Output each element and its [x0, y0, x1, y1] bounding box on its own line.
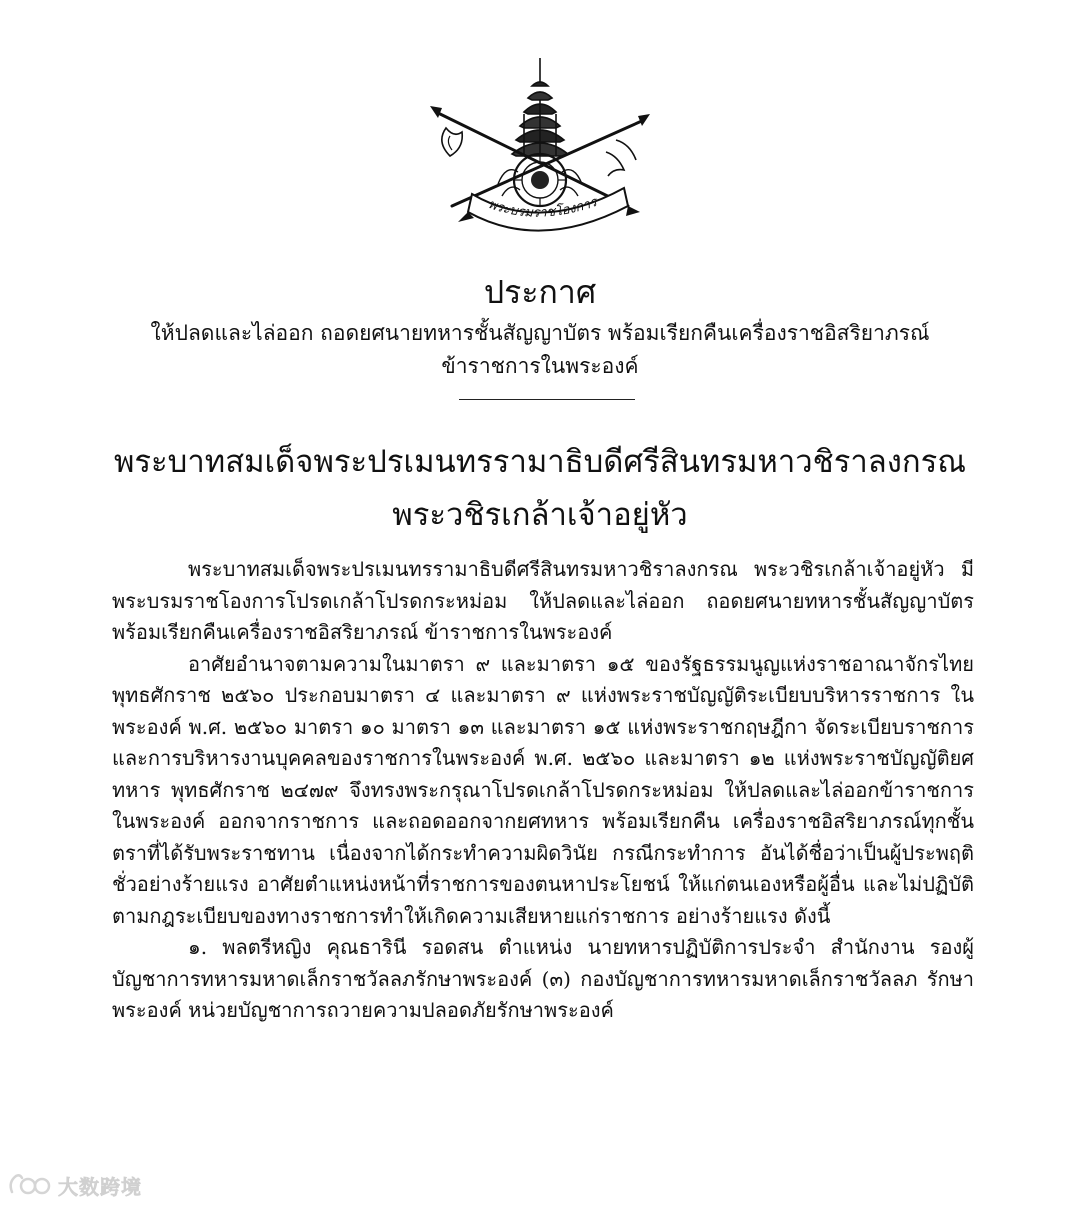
- king-name-line-1: พระบาทสมเด็จพระปรเมนทรรามาธิบดีศรีสินทรมหาวชิราลงกรณ: [113, 444, 967, 480]
- watermark: [6, 1168, 142, 1202]
- ribbon-inscription: พระบรมราชโองการ: [485, 195, 599, 221]
- announcement-subtitle-line-2: ข้าราชการในพระองค์: [441, 354, 639, 378]
- king-name-line-2: พระวชิรเกล้าเจ้าอยู่หัว: [392, 497, 688, 533]
- watermark-logo-icon: [6, 1168, 52, 1202]
- watermark-text: 大数跨境: [58, 1174, 142, 1199]
- royal-seal-emblem: [428, 56, 652, 252]
- announcement-title: ประกาศ: [483, 273, 597, 311]
- body-paragraph-3: ๑. พลตรีหญิง คุณธารินี รอดสน ตำแหน่ง นายทหารปฏิบัติการประจำ สำนักงาน รองผู้บัญชาการทหารมหาดเล็กราชวัลลภรักษาพระองค์ (๓) กองบัญชาการทหารมหาดเล็กราชวัลลภ รักษาพระองค์ หน่วยบัญชาการถวายความปลอดภัยรักษาพระองค์: [112, 935, 974, 1022]
- document-body: [112, 554, 974, 1027]
- announcement-subtitle-line-1: ให้ปลดและไล่ออก ถอดยศนายทหารชั้นสัญญาบัตร พร้อมเรียกคืนเครื่องราชอิสริยาภรณ์: [150, 321, 930, 345]
- title-divider: [459, 399, 635, 400]
- body-paragraph-1: พระบาทสมเด็จพระปรเมนทรรามาธิบดีศรีสินทรมหาวชิราลงกรณ พระวชิรเกล้าเจ้าอยู่หัว มีพระบรมราชโองการโปรดเกล้าโปรดกระหม่อม ให้ปลดและไล่ออก ถอดยศนายทหารชั้นสัญญาบัตร พร้อมเรียกคืนเครื่องราชอิสริยาภรณ์ ข้าราชการในพระองค์: [112, 557, 974, 644]
- body-paragraph-2: อาศัยอำนาจตามความในมาตรา ๙ และมาตรา ๑๕ ของรัฐธรรมนูญแห่งราชอาณาจักรไทย พุทธศักราช ๒๕๖๐ ประกอบมาตรา ๔ และมาตรา ๙ แห่งพระราชบัญญัติระเบียบบริหารราชการ ในพระองค์ พ.ศ. ๒๕๖๐ มาตรา ๑๐ มาตรา ๑๓ และมาตรา ๑๕ แห่งพระราชกฤษฎีกา จัดระเบียบราชการและการบริหารงานบุคคลของราชการในพระองค์ พ.ศ. ๒๕๖๐ และมาตรา ๑๒ แห่งพระราชบัญญัติยศทหาร พุทธศักราช ๒๔๗๙ จึงทรงพระกรุณาโปรดเกล้าโปรดกระหม่อม ให้ปลดและไล่ออกข้าราชการในพระองค์ ออกจากราชการ และถอดออกจากยศทหาร พร้อมเรียกคืน เครื่องราชอิสริยาภรณ์ทุกชั้นตราที่ได้รับพระราชทาน เนื่องจากได้กระทำความผิดวินัย กรณีกระทำการ อันได้ชื่อว่าเป็นผู้ประพฤติชั่วอย่างร้ายแรง อาศัยตำแหน่งหน้าที่ราชการของตนหาประโยชน์ ให้แก่ตนเองหรือผู้อื่น และไม่ปฏิบัติตามกฎระเบียบของทางราชการทำให้เกิดความเสียหายแก่ราชการ อย่างร้ายแรง ดังนี้: [112, 651, 974, 928]
